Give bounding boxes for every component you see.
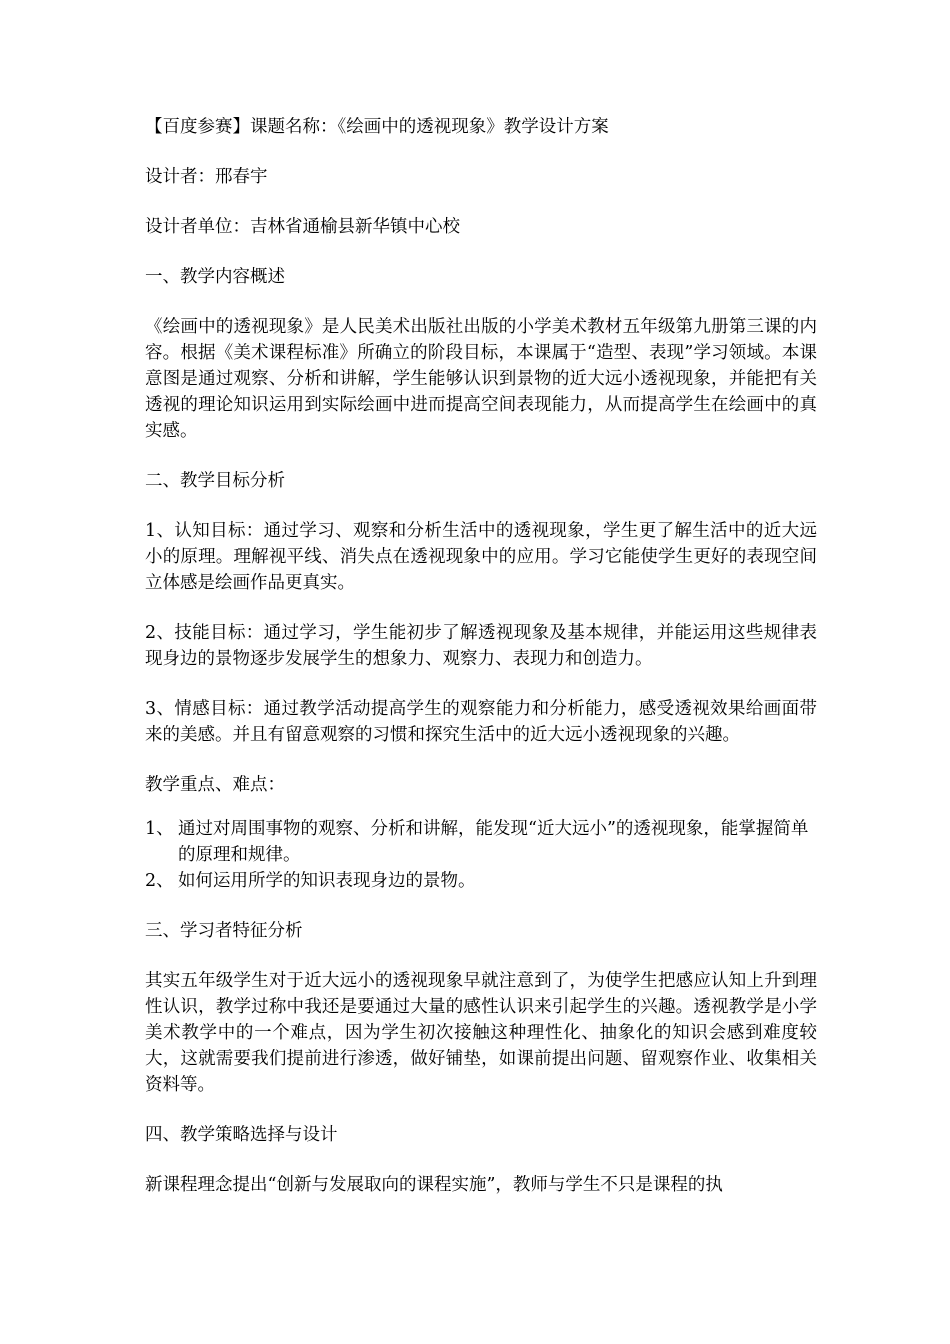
section-4-heading: 四、教学策略选择与设计 (145, 1125, 338, 1145)
list-item-number: 1、 (145, 819, 174, 839)
list-item-number: 2、 (145, 871, 174, 891)
section-2-heading: 二、教学目标分析 (145, 471, 285, 491)
list-item (145, 868, 817, 894)
key-points-list (145, 816, 817, 894)
list-item (145, 816, 817, 868)
designer-line: 设计者：邢春宇 (145, 167, 268, 187)
section-1-body: 《绘画中的透视现象》是人民美术出版社出版的小学美术教材五年级第九册第三课的内容。根据《美术课程标准》所确立的阶段目标，本课属于“造型、表现”学习领域。本课意图是通过观察、分析和讲解，学生能够认识到景物的近大远小透视现象，并能把有关透视的理论知识运用到实际绘画中进而提高空间表现能力，从而提高学生在绘画中的真实感。 (145, 317, 817, 441)
document-title: 【百度参赛】课题名称：《绘画中的透视现象》教学设计方案 (145, 117, 609, 137)
list-item-text: 通过对周围事物的观察、分析和讲解，能发现“近大远小”的透视现象，能掌握简单的原理和规律。 (178, 819, 809, 865)
section-3-heading: 三、学习者特征分析 (145, 921, 303, 941)
goal-cognitive: 1、认知目标：通过学习、观察和分析生活中的透视现象，学生更了解生活中的近大远小的原理。理解视平线、消失点在透视现象中的应用。学习它能使学生更好的表现空间立体感是绘画作品更真实。 (145, 521, 817, 593)
section-4-body: 新课程理念提出“创新与发展取向的课程实施”，教师与学生不只是课程的执 (145, 1175, 723, 1195)
document-body (145, 114, 817, 1222)
goal-emotional: 3、情感目标：通过教学活动提高学生的观察能力和分析能力，感受透视效果给画面带来的美感。并且有留意观察的习惯和探究生活中的近大远小透视现象的兴趣。 (145, 699, 817, 745)
goal-skill: 2、技能目标：通过学习，学生能初步了解透视现象及基本规律，并能运用这些规律表现身边的景物逐步发展学生的想象力、观察力、表现力和创造力。 (145, 623, 817, 669)
key-points-heading: 教学重点、难点： (145, 775, 285, 795)
section-1-heading: 一、教学内容概述 (145, 267, 285, 287)
list-item-text: 如何运用所学的知识表现身边的景物。 (178, 871, 476, 891)
designer-unit-line: 设计者单位：吉林省通榆县新华镇中心校 (145, 217, 460, 237)
section-3-body: 其实五年级学生对于近大远小的透视现象早就注意到了，为使学生把感应认知上升到理性认识，教学过称中我还是要通过大量的感性认识来引起学生的兴趣。透视教学是小学美术教学中的一个难点，因为学生初次接触这种理性化、抽象化的知识会感到难度较大，这就需要我们提前进行渗透，做好铺垫，如课前提出问题、留观察作业、收集相关资料等。 (145, 971, 817, 1095)
